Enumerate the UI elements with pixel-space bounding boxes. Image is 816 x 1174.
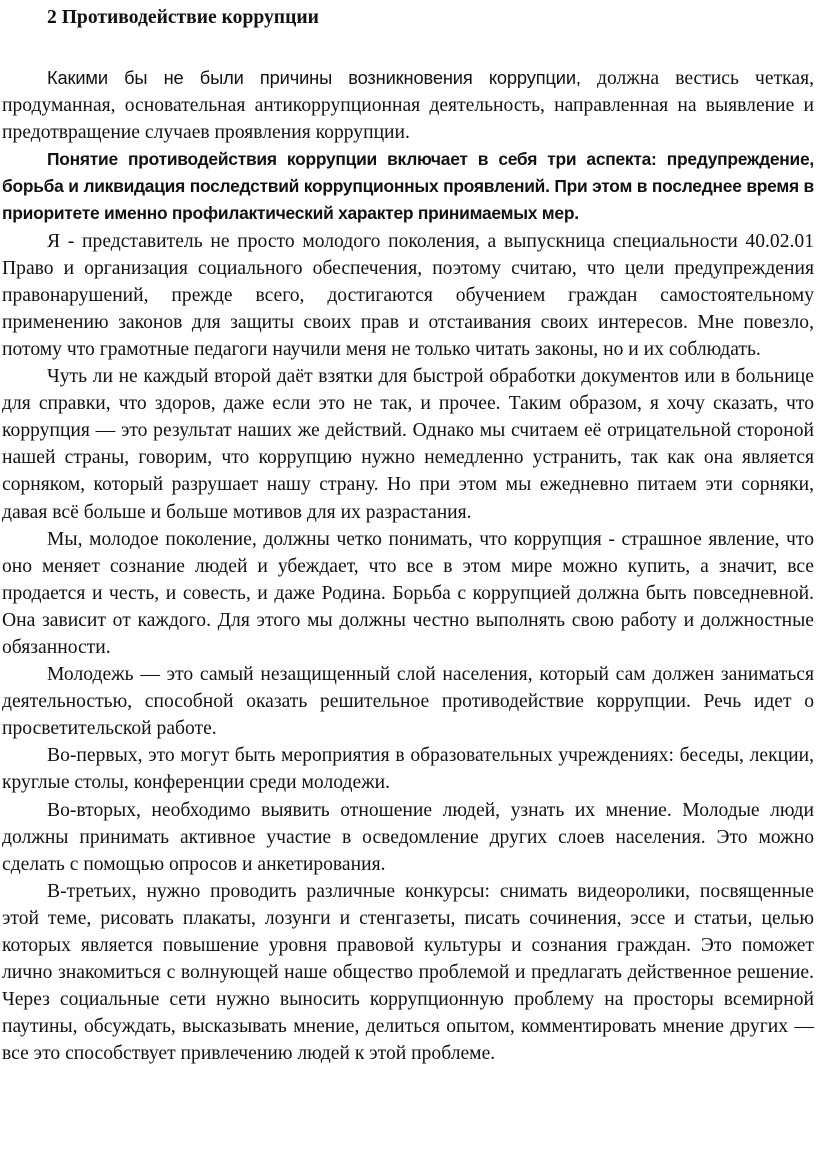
paragraph-intro-lead: Какими бы не были причины возникновения коррупции, bbox=[47, 67, 581, 88]
paragraph-intro-rest: должна вестись четкая, продуманная, основательная антикоррупционная деятельность, направленная на выявление и предотвращение случаев проявления коррупции. bbox=[2, 68, 814, 144]
paragraph-concept: Понятие противодействия коррупции включает в себя три аспекта: предупреждение, борьба и ликвидация последствий коррупционных проявлений. При этом в последнее время в приоритете именно профилактический характер принимаемых мер. bbox=[2, 149, 814, 224]
paragraph-young-generation: Мы, молодое поколение, должны четко понимать, что коррупция - страшное явление, что оно меняет сознание людей и убеждает, что все в этом мире можно купить, а значит, все продается и честь, и совесть, и даже Родина. Борьба с коррупцией должна быть повседневной. Она зависит от каждого. Для этого мы должны честно выполнять свою работу и должностные обязанности. bbox=[2, 528, 814, 658]
paragraph-bribes: Чуть ли не каждый второй даёт взятки для быстрой обработки документов или в больнице для справки, что здоров, даже если это не так, и прочее. Таким образом, я хочу сказать, что коррупция — это результат наших же действий. Однако мы считаем её отрицательной стороной нашей страны, говорим, что коррупцию нужно немедленно устранить, так как она является сорняком, который разрушает нашу страну. Но при этом мы ежедневно питаем эти сорняки, давая всё больше и больше мотивов для их разрастания. bbox=[2, 366, 814, 523]
paragraph-author: Я - представитель не просто молодого поколения, а выпускница специальности 40.02.01 Право и организация социального обеспечения, поэтому считаю, что цели предупреждения правонарушений, прежде всего, достигаются обучением граждан самостоятельному применению законов для защиты своих прав и отстаивания своих интересов. Мне повезло, потому что грамотные педагоги научили меня не только читать законы, но и их соблюдать. bbox=[2, 230, 814, 360]
section-heading: 2 Противодействие коррупции bbox=[47, 7, 319, 28]
paragraph-intro bbox=[2, 64, 814, 146]
paragraph-first: Во-первых, это могут быть мероприятия в образовательных учреждениях: беседы, лекции, круглые столы, конференции среди молодежи. bbox=[2, 745, 814, 794]
paragraph-youth: Молодежь — это самый незащищенный слой населения, который сам должен заниматься деятельностью, способной оказать решительное противодействие коррупции. Речь идет о просветительской работе. bbox=[2, 664, 814, 740]
paragraph-second: Во-вторых, необходимо выявить отношение людей, узнать их мнение. Молодые люди должны принимать активное участие в осведомление других слоев населения. Это можно сделать с помощью опросов и анкетирования. bbox=[2, 799, 814, 875]
paragraph-third: В-третьих, нужно проводить различные конкурсы: снимать видеоролики, посвященные этой теме, рисовать плакаты, лозунги и стенгазеты, писать сочинения, эссе и статьи, целью которых является повышение уровня правовой культуры и сознания граждан. Это поможет лично знакомиться с волнующей наше общество проблемой и предлагать действенное решение. Через социальные сети нужно выносить коррупционную проблему на просторы всемирной паутины, обсуждать, высказывать мнение, делиться опытом, комментировать мнение других — все это способствует привлечению людей к этой проблеме. bbox=[2, 880, 814, 1065]
